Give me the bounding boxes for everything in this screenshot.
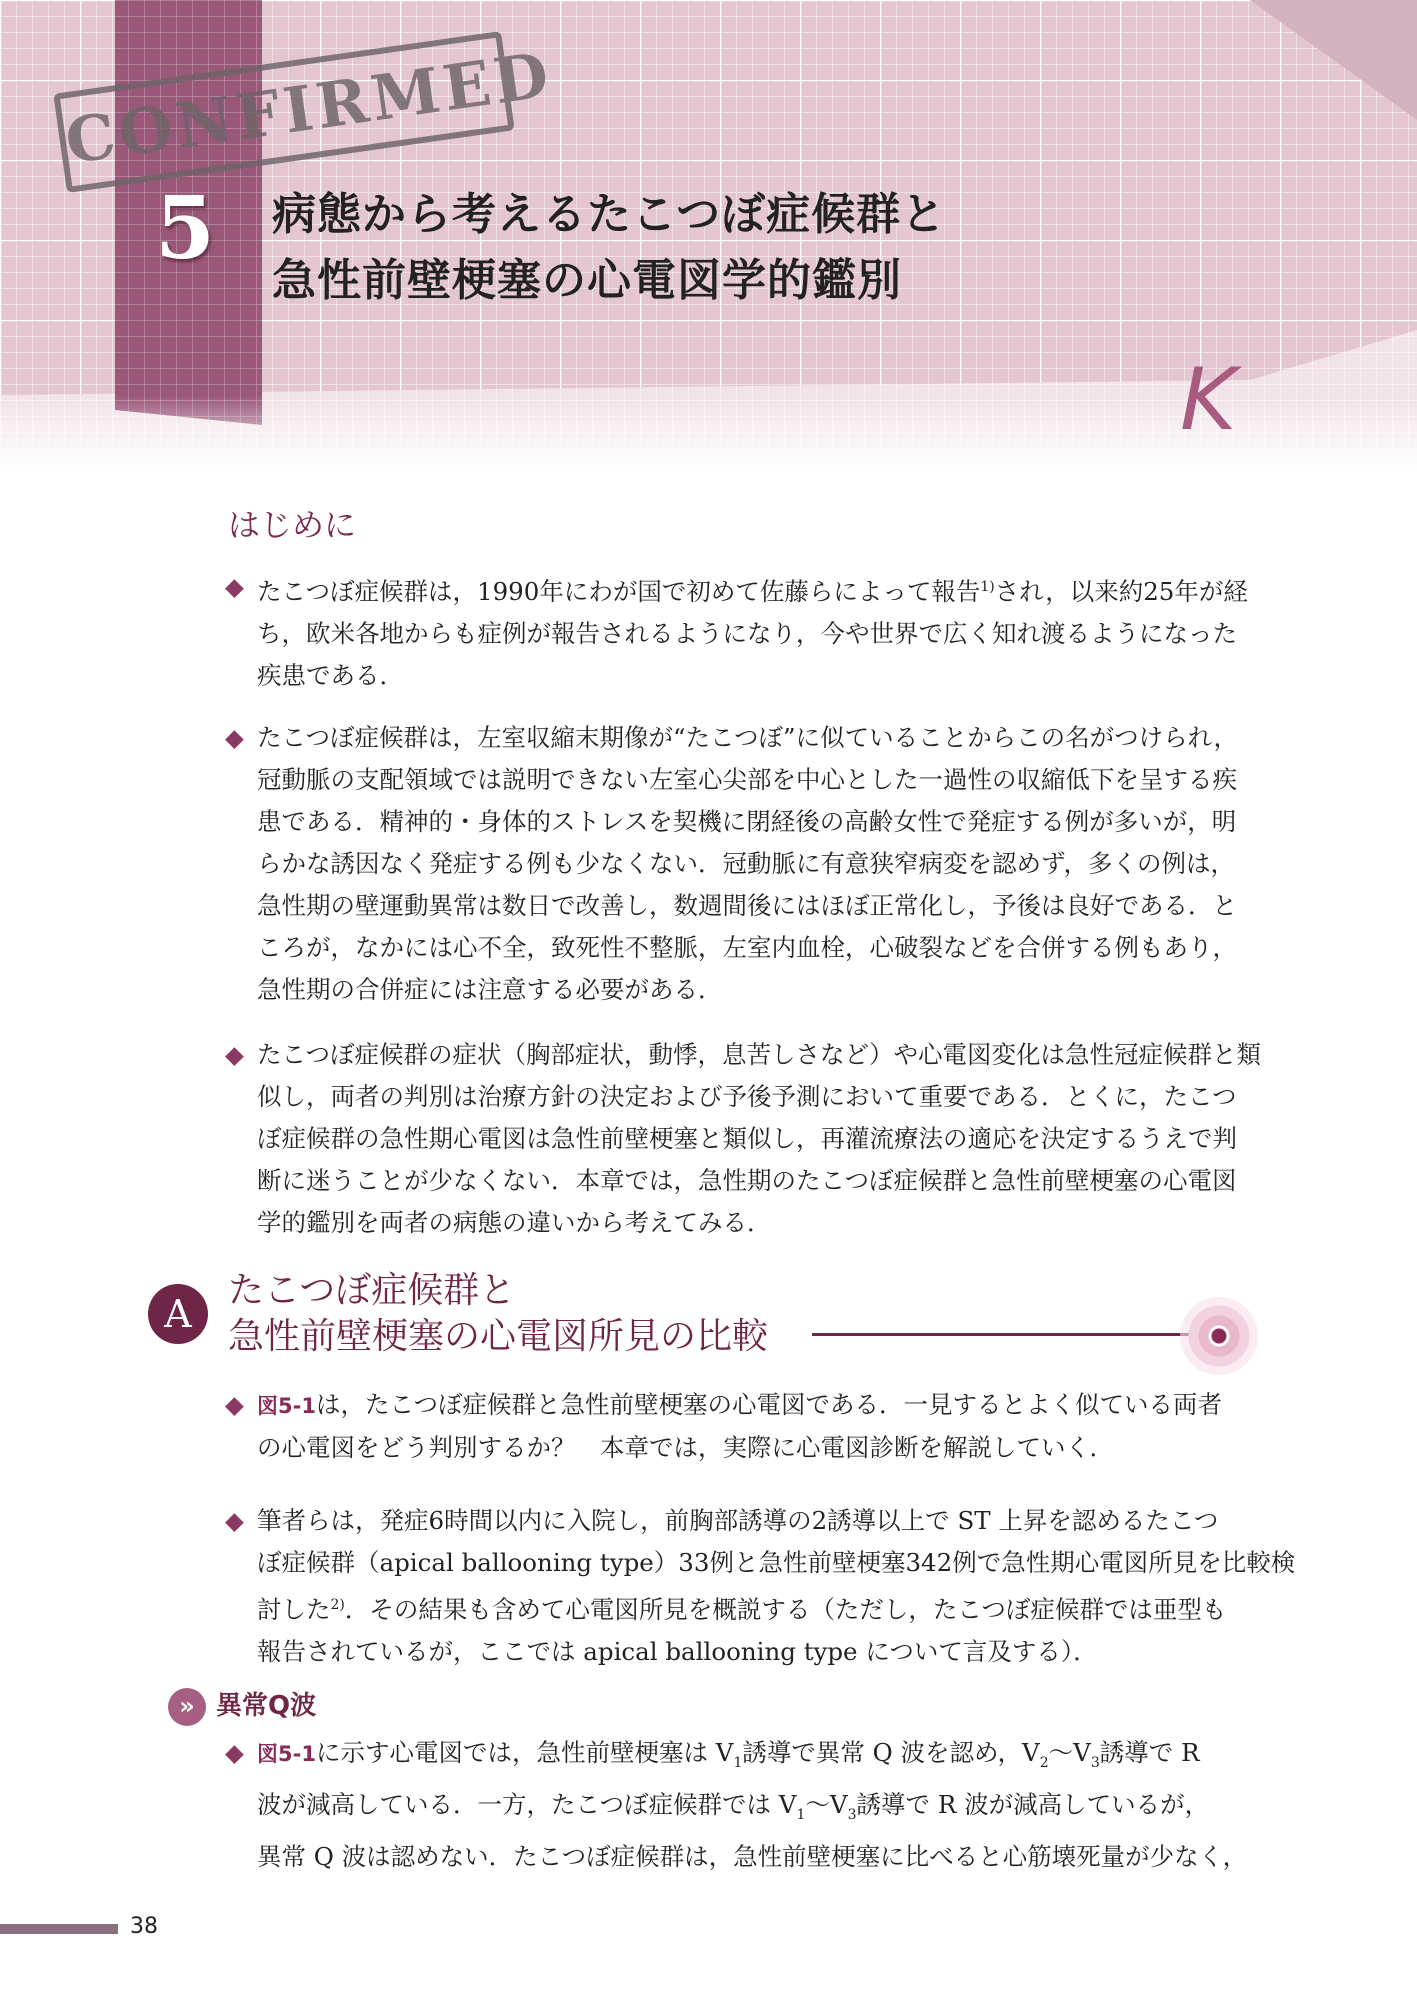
chapter-number: 5 (155, 178, 215, 279)
text-line: 疾患である． (257, 661, 404, 691)
text-line: 図5-1は，たこつぼ症候群と急性前壁梗塞の心電図である．一見するとよく似ている両者 (257, 1390, 1222, 1419)
text-line: ち，欧米各地からも症例が報告されるようになり，今や世界で広く知れ渡るようになった (257, 619, 1237, 649)
chapter-title-line-1: 病態から考えるたこつぼ症候群と (272, 189, 947, 240)
chapter-header (0, 0, 1417, 470)
corner-k-mark: K (1180, 350, 1237, 450)
section-a-paragraph-2 (225, 1500, 1296, 1673)
section-a-badge: A (148, 1284, 208, 1344)
text-line: 学的鑑別を両者の病態の違いから考えてみる． (257, 1208, 772, 1237)
text-line: らかな誘因なく発症する例も少なくない．冠動脈に有意狭窄病変を認めず，多くの例は， (257, 849, 1236, 878)
text-line: ぼ症候群（apical ballooning type）33例と急性前壁梗塞342例で急性期心電図所見を比較検 (257, 1548, 1296, 1577)
text-line: 図5-1に示す心電図では，急性前壁梗塞は $V_1$誘導で異常 Q 波を認め，$V_2\sim V_3$誘導で R (257, 1738, 1200, 1771)
reference-superscript: 2) (330, 1597, 345, 1613)
section-a-title-line-1: たこつぼ症候群と (228, 1270, 516, 1311)
text-line: たこつぼ症候群の症状（胸部症状，動悸，息苦しさなど）や心電図変化は急性冠症候群と類 (257, 1040, 1262, 1069)
abnormal-q-wave-paragraph (225, 1732, 1275, 1878)
text-line: たこつぼ症候群は，1990年にわが国で初めて佐藤らによって報告$^{1)}$され，以来約25年が経 (257, 577, 1248, 607)
text-line: 報告されているが，ここでは apical ballooning type について言及する）． (257, 1637, 1098, 1667)
diamond-bullet-icon: ◆ (225, 1040, 244, 1069)
section-a-title (228, 1268, 768, 1360)
text-line: 断に迷うことが少なくない．本章では，急性期のたこつぼ症候群と急性前壁梗塞の心電図 (257, 1166, 1237, 1195)
page-number: 38 (130, 1914, 158, 1939)
confirmed-stamp: CONFIRMED (53, 31, 515, 193)
diamond-bullet-icon: ◆ (225, 1390, 244, 1419)
chapter-title-line-2: 急性前壁梗塞の心電図学的鑑別 (272, 255, 902, 306)
text-line: 筆者らは，発症6時間以内に入院し，前胸部誘導の2誘導以上で ST 上昇を認めるたこつ (257, 1506, 1219, 1535)
text-line: 急性期の合併症には注意する必要がある． (257, 975, 723, 1004)
text-line: ぼ症候群の急性期心電図は急性前壁梗塞と類似し，再灌流療法の適応を決定するうえで判 (257, 1124, 1237, 1153)
figure-reference: 図5-1 (257, 1394, 316, 1418)
text-line: 異常 Q 波は認めない．たこつぼ症候群は，急性前壁梗塞に比べると心筋壊死量が少なく， (257, 1841, 1248, 1871)
diamond-bullet-icon: ◆ (225, 572, 244, 601)
section-a-paragraph-1 (225, 1384, 1275, 1469)
text-line: たこつぼ症候群は，左室収縮末期像が“たこつぼ”に似ていることからこの名がつけられ， (257, 723, 1239, 752)
diamond-bullet-icon: ◆ (225, 723, 244, 752)
text-line: 急性期の壁運動異常は数日で改善し，数週間後にはほぼ正常化し，予後は良好である．と (257, 891, 1237, 920)
intro-paragraph-2 (225, 717, 1275, 1011)
text-line: 波が減高している．一方，たこつぼ症候群では $V_1\sim V_3$誘導で R 波が減高しているが， (257, 1789, 1210, 1823)
text-line: ころが，なかには心不全，致死性不整脈，左室内血栓，心破裂などを合併する例もあり， (257, 933, 1237, 962)
intro-paragraph-1 (225, 566, 1275, 697)
double-chevron-icon: » (168, 1688, 206, 1726)
footer-bar (0, 1924, 118, 1934)
section-a-title-line-2: 急性前壁梗塞の心電図所見の比較 (228, 1316, 769, 1357)
text-line: 患である．精神的・身体的ストレスを契機に閉経後の高齢女性で発症する例が多いが，明 (257, 807, 1237, 836)
target-circle-icon (1180, 1297, 1258, 1375)
diamond-bullet-icon: ◆ (225, 1506, 244, 1535)
text-line: 似し，両者の判別は治療方針の決定および予後予測において重要である．とくに，たこつ (257, 1082, 1237, 1111)
intro-heading: はじめに (228, 506, 357, 544)
figure-reference: 図5-1 (257, 1742, 316, 1766)
chapter-title (272, 182, 946, 314)
intro-paragraph-3 (225, 1034, 1275, 1244)
abnormal-q-wave-heading: » 異常Q波 (168, 1685, 316, 1726)
section-a-rule (812, 1333, 1222, 1336)
reference-superscript: 1) (980, 579, 995, 595)
diamond-bullet-icon: ◆ (225, 1738, 244, 1767)
text-line: の心電図をどう判別するか？ 本章では，実際に心電図診断を解説していく． (257, 1433, 1115, 1462)
text-line: 冠動脈の支配領域では説明できない左室心尖部を中心とした一過性の収縮低下を呈する疾 (257, 765, 1237, 794)
text-line: 討した$^{2)}$．その結果も含めて心電図所見を概説する（ただし，たこつぼ症候群では亜型も (257, 1595, 1227, 1625)
